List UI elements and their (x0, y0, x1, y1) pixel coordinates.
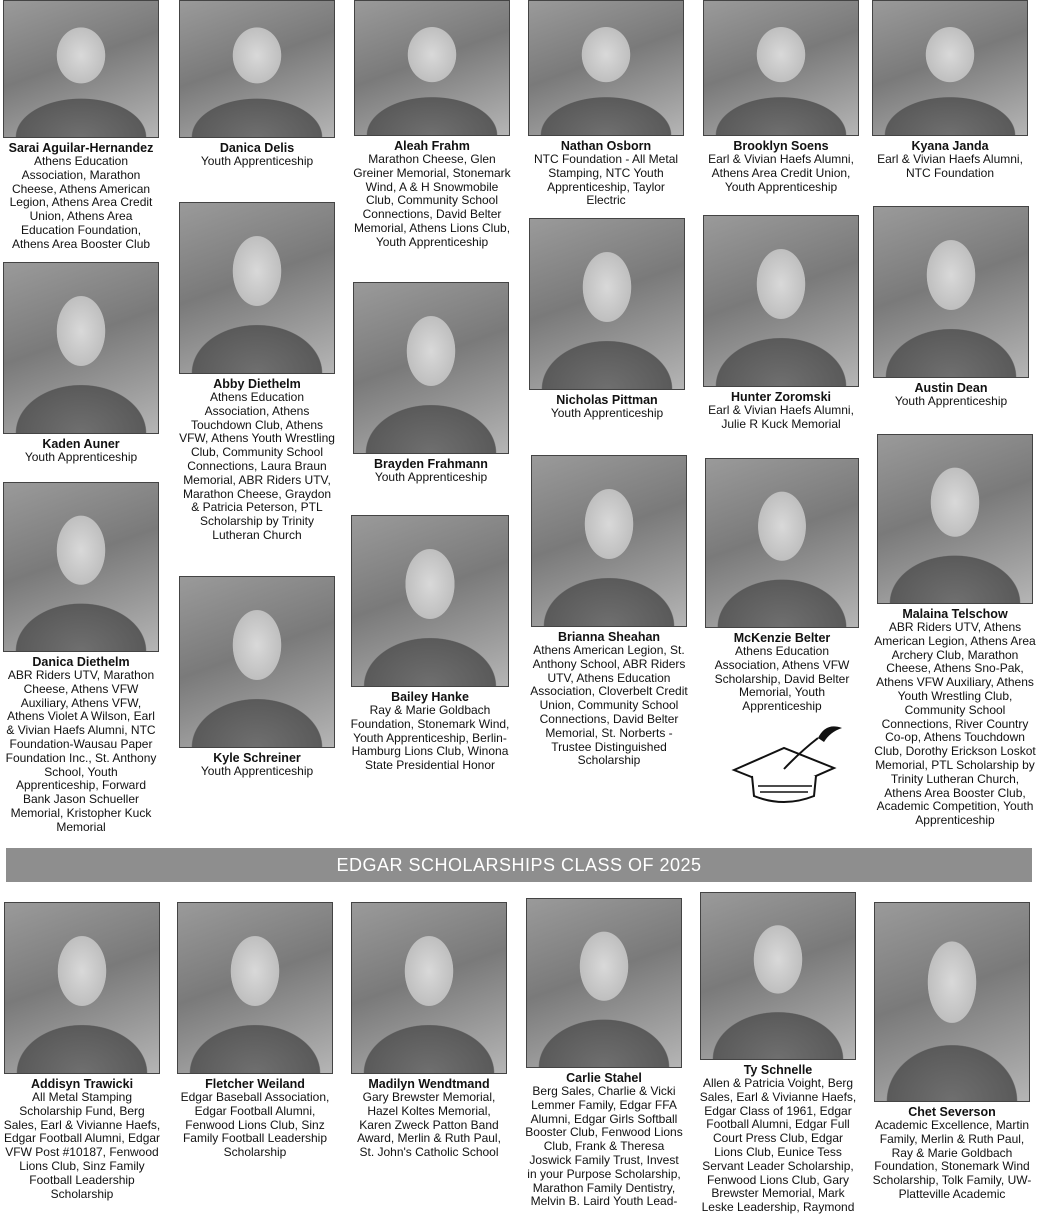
student-photo (3, 262, 159, 434)
student-scholarships: Edgar Baseball Association, Edgar Football Alumni, Fenwood Lions Club, Sinz Family Football Leadership Scholarship (180, 1090, 330, 1160)
student-photo (873, 206, 1029, 378)
student-photo (351, 515, 509, 687)
student-name: Fletcher Weiland (205, 1077, 305, 1091)
student-name: Austin Dean (914, 381, 988, 395)
student-card (178, 0, 336, 169)
student-scholarships: Allen & Patricia Voight, Berg Sales, Earl & Vivianne Haefs, Edgar Class of 1961, Edgar Football Alumni, Edgar Full Court Press Club, Edgar Lions Club, Eunice Tess Servant Leader Scholarship, Fenwood Lions Club, Gary Brewster Memorial, Mark Leske Leadership, Raymond (699, 1076, 857, 1215)
student-name: Kyana Janda (911, 139, 989, 153)
student-scholarships: All Metal Stamping Scholarship Fund, Berg Sales, Earl & Vivianne Haefs, Edgar Football Alumni, Edgar VFW Post #10187, Fenwood Lions Club, Sinz Family Football Leadership Scholarship (3, 1090, 161, 1201)
student-photo (179, 0, 335, 138)
student-scholarships: Earl & Vivian Haefs Alumni, Athens Area Credit Union, Youth Apprenticeship (708, 152, 854, 194)
student-name: Aleah Frahm (394, 139, 470, 153)
student-scholarships: Athens Education Association, Marathon Cheese, Athens American Legion, Athens Area Credit Union, Athens Area Education Foundation, Athens Area Booster Club (9, 154, 153, 251)
student-card (702, 0, 860, 194)
student-photo (528, 0, 684, 136)
student-name: Nathan Osborn (560, 139, 652, 153)
student-card (350, 902, 508, 1160)
student-scholarships: Youth Apprenticeship (550, 406, 664, 420)
student-card (352, 282, 510, 485)
student-card (524, 898, 684, 1209)
student-photo (4, 902, 160, 1074)
student-card (698, 892, 858, 1215)
student-name: Kaden Auner (42, 437, 120, 451)
student-card (176, 902, 334, 1160)
student-photo (177, 902, 333, 1074)
student-photo (877, 434, 1033, 604)
student-scholarships: Athens American Legion, St. Anthony School, ABR Riders UTV, Athens Education Association, Cloverbelt Credit Union, Community School Connections, David Belter Memorial, St. Norberts - Trustee Distinguished Scholarship (530, 643, 688, 768)
student-card (178, 576, 336, 779)
student-scholarships: Marathon Cheese, Glen Greiner Memorial, Stonemark Wind, A & H Snowmobile Club, Community School Connections, David Belter Memorial, Athens Lions Club, Youth Apprenticeship (353, 152, 511, 249)
student-photo (351, 902, 507, 1074)
student-photo (3, 482, 159, 652)
student-name: Abby Diethelm (213, 377, 301, 391)
student-scholarships: ABR Riders UTV, Athens American Legion, Athens Area Archery Club, Marathon Cheese, Athens Sno-Pak, Athens VFW Auxiliary, Athens Youth Wrestling Club, Community School Connections, River Country Co-op, Athens Touchdown Club, Dorothy Erickson Loskot Memorial, PTL Scholarship by Trinity Lutheran Church, Athens Area Booster Club, Academic Competition, Youth Apprenticeship (874, 620, 1036, 828)
student-card (2, 0, 160, 252)
student-name: Brayden Frahmann (374, 457, 488, 471)
student-scholarships: NTC Foundation - All Metal Stamping, NTC Youth Apprenticeship, Taylor Electric (533, 152, 679, 208)
student-card (350, 515, 510, 773)
student-photo (531, 455, 687, 627)
student-photo (179, 202, 335, 374)
student-scholarships: Earl & Vivian Haefs Alumni, Julie R Kuck Memorial (708, 403, 854, 431)
student-card (530, 455, 688, 768)
student-photo (529, 218, 685, 390)
graduation-cap-icon (730, 712, 850, 808)
student-scholarships: Youth Apprenticeship (374, 470, 488, 484)
student-card (2, 902, 162, 1201)
student-name: Brooklyn Soens (733, 139, 829, 153)
student-name: Brianna Sheahan (557, 630, 661, 644)
student-name: Malaina Telschow (902, 607, 1008, 621)
student-card (178, 202, 336, 543)
student-name: Hunter Zoromski (730, 390, 831, 404)
student-name: Chet Severson (908, 1105, 996, 1119)
student-card (2, 482, 160, 835)
student-card (2, 262, 160, 465)
student-scholarships: Academic Excellence, Martin Family, Merlin & Ruth Paul, Ray & Marie Goldbach Foundation, Stonemark Wind Scholarship, Tolk Family, UW-Platteville Academic (872, 1118, 1032, 1201)
student-photo (705, 458, 859, 628)
student-scholarships: Earl & Vivian Haefs Alumni, NTC Foundation (877, 152, 1023, 180)
student-photo (179, 576, 335, 748)
section-banner: EDGAR SCHOLARSHIPS CLASS OF 2025 (6, 848, 1032, 882)
student-name: Addisyn Trawicki (30, 1077, 134, 1091)
student-scholarships: Youth Apprenticeship (24, 450, 138, 464)
student-photo (354, 0, 510, 136)
student-card (870, 0, 1030, 181)
student-scholarships: Ray & Marie Goldbach Foundation, Stonemark Wind, Youth Apprenticeship, Berlin-Hamburg Lions Club, Winona State Presidential Honor (350, 703, 510, 773)
student-name: Carlie Stahel (566, 1071, 642, 1085)
student-name: Bailey Hanke (391, 690, 469, 704)
student-photo (526, 898, 682, 1068)
student-scholarships: Athens Education Association, Athens Touchdown Club, Athens VFW, Athens Youth Wrestling Club, Community School Connections, Laura Braun Memorial, ABR Riders UTV, Marathon Cheese, Graydon & Patricia Peterson, PTL Scholarship by Trinity Lutheran Church (179, 390, 335, 542)
student-card (528, 218, 686, 421)
student-card (350, 0, 514, 250)
student-scholarships: Youth Apprenticeship (200, 154, 314, 168)
student-name: Danica Delis (219, 141, 295, 155)
student-scholarships: Youth Apprenticeship (200, 764, 314, 778)
student-photo (703, 0, 859, 136)
student-name: Madilyn Wendtmand (368, 1077, 490, 1091)
student-card (704, 458, 860, 714)
student-name: McKenzie Belter (733, 631, 831, 645)
student-name: Ty Schnelle (743, 1063, 813, 1077)
student-card (526, 0, 686, 208)
student-scholarships: Gary Brewster Memorial, Hazel Koltes Memorial, Karen Zweck Patton Band Award, Merlin & Ruth Paul, St. John's Catholic School (357, 1090, 501, 1160)
student-scholarships: Athens Education Association, Athens VFW Scholarship, David Belter Memorial, Youth Apprenticeship (714, 644, 850, 714)
student-name: Kyle Schreiner (213, 751, 301, 765)
student-name: Danica Diethelm (32, 655, 130, 669)
student-card (874, 434, 1036, 828)
student-scholarships: Youth Apprenticeship (894, 394, 1008, 408)
student-photo (703, 215, 859, 387)
student-card (872, 902, 1032, 1202)
student-card (702, 215, 860, 432)
student-scholarships: Berg Sales, Charlie & Vicki Lemmer Family, Edgar FFA Alumni, Edgar Girls Softball Booster Club, Fenwood Lions Club, Frank & Theresa Joswick Family Trust, Invest in your Purpose Scholarship, Marathon Family Dentistry, Melvin B. Laird Youth Lead- (525, 1084, 683, 1209)
student-photo (874, 902, 1030, 1102)
student-name: Nicholas Pittman (556, 393, 658, 407)
student-scholarships: ABR Riders UTV, Marathon Cheese, Athens VFW Auxiliary, Athens VFW, Athens Violet A Wilson, Earl & Vivian Haefs Alumni, NTC Foundation-Wausau Paper Foundation Inc., St. Anthony School, Youth Apprenticeship, Forward Bank Jason Schueller Memorial, Kristopher Kuck Memorial (5, 668, 157, 834)
student-name: Sarai Aguilar-Hernandez (8, 141, 154, 155)
student-photo (3, 0, 159, 138)
student-photo (872, 0, 1028, 136)
student-photo (353, 282, 509, 454)
student-photo (700, 892, 856, 1060)
student-card (872, 206, 1030, 409)
